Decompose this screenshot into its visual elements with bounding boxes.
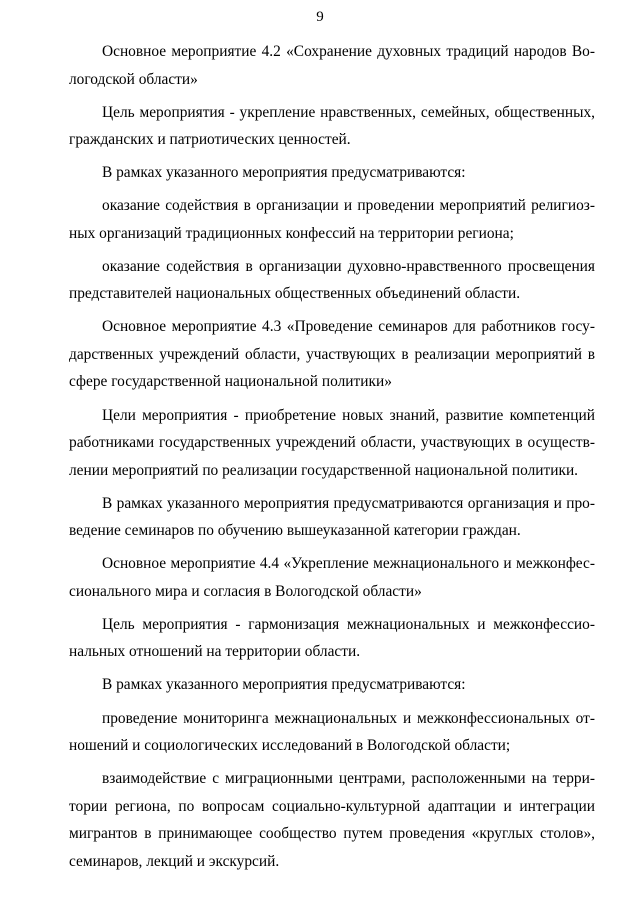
paragraph-provision-item: проведение мониторинга межнациональных и межконфессиональных отношений и социологических исследований в Вологодской области; bbox=[69, 709, 595, 755]
paragraph-event-goal: Цель мероприятия - гармонизация межнациональных и межконфессиональных отношений на территории области. bbox=[69, 615, 595, 661]
paragraph-event-goal: Цель мероприятия - укрепление нравственных, семейных, общественных, гражданских и патриотических ценностей. bbox=[69, 103, 595, 149]
paragraph-main-event-4-4-title: Основное мероприятие 4.4 «Укрепление межнационального и межконфессионального мира и согласия в Вологодской области» bbox=[69, 555, 595, 600]
document-body bbox=[69, 38, 595, 881]
paragraph-main-event-4-2-title: Основное мероприятие 4.2 «Сохранение духовных традиций народов Вологодской области» bbox=[69, 43, 595, 88]
paragraph-provision-item: оказание содействия в организации и проведении мероприятий религиозных организаций традиционных конфессий на территории региона; bbox=[69, 197, 595, 242]
paragraph-provisions-intro: В рамках указанного мероприятия предусматриваются: bbox=[102, 164, 466, 182]
paragraph-provision-item: взаимодействие с миграционными центрами, расположенными на территории региона, по вопросам социально-культурной адаптации и интеграции мигрантов в принимающее сообщество путем проведения «круглых столов», семинаров, лекций и экскурсий. bbox=[69, 770, 595, 870]
page-number: 9 bbox=[316, 9, 324, 25]
paragraph-main-event-4-3-title: Основное мероприятие 4.3 «Проведение семинаров для работников государственных учреждений области, участвующих в реализации мероприятий в сфере государственной национальной политики» bbox=[69, 318, 595, 391]
paragraph-provisions: В рамках указанного мероприятия предусматриваются организация и проведение семинаров по обучению вышеуказанной категории граждан. bbox=[69, 494, 595, 540]
paragraph-provisions-intro: В рамках указанного мероприятия предусматриваются: bbox=[102, 676, 466, 694]
paragraph-event-goal: Цели мероприятия - приобретение новых знаний, развитие компетенций работниками государственных учреждений области, участвующих в осуществлении мероприятий по реализации государственной национальной политики. bbox=[69, 406, 595, 479]
paragraph-provision-item: оказание содействия в организации духовно-нравственного просвещения представителей национальных общественных объединений области. bbox=[69, 257, 595, 303]
